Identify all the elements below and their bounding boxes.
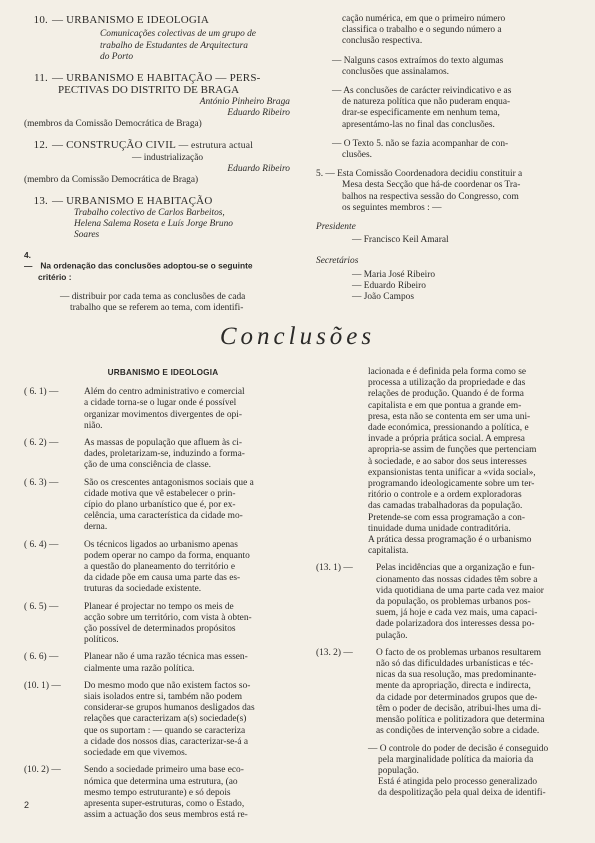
conclusion-item <box>316 648 578 738</box>
text-line: Planear é projectar no tempo os meis de <box>84 601 234 612</box>
secretary-name: — Maria José Ribeiro <box>352 269 436 280</box>
text-line: relações de produção. Quando é de forma <box>368 389 524 400</box>
text-line: ção possível de determinados propósitos <box>84 624 236 635</box>
text-line: dade económica, pressionando a política, e <box>368 423 529 434</box>
conclusion-item <box>24 681 302 759</box>
text-line: pulação. <box>376 630 408 641</box>
author-line: Comunicações colectivas de um grupo de <box>100 29 256 40</box>
text-line: Além do centro administrativo e comercial <box>84 387 245 398</box>
text-line: dade polarizadora dos interesses dessa po- <box>376 619 535 630</box>
conclusion-item <box>24 387 302 432</box>
text-line: da cidade põe em causa uma parte das es- <box>84 573 241 584</box>
text-line: população. <box>378 765 419 776</box>
section-authors <box>24 29 302 63</box>
text-line: — O controle do poder de decisão é conseguido <box>368 743 549 754</box>
text-line: lacionada e é definida pela forma como se <box>368 367 526 377</box>
section-title: — URBANISMO E IDEOLOGIA <box>52 14 210 26</box>
section-number: 13. <box>33 195 48 208</box>
author-line: Soares <box>74 230 100 241</box>
author-line: Trabalho colectivo de Carlos Barbeitos, <box>74 207 225 218</box>
text-line: da despolitização pela qual deixa de identifi- <box>378 788 546 799</box>
criteria-item <box>316 139 578 161</box>
text-line: pela marginalidade política da maioria da <box>378 754 534 765</box>
text-line: que os suportam : — quando se caracteriza <box>84 725 246 736</box>
section-11 <box>24 72 302 130</box>
conclusion-number: (13. 2) — <box>316 647 353 658</box>
conclusion-text <box>84 681 302 759</box>
conclusions-subheading: URBANISMO E IDEOLOGIA <box>107 368 219 377</box>
conclusions-title: Conclusões <box>219 323 376 350</box>
conclusion-number: ( 6. 5) — <box>24 601 59 612</box>
text-line: mensão política e politizadora que determina <box>376 715 545 726</box>
text-line: presa, esta não se contenta em ser uma uni- <box>368 411 531 422</box>
top-left-column <box>24 14 302 323</box>
text-line: As massas de população que afluem às ci- <box>84 438 243 449</box>
text-line: cidade motiva que vê estabelecer o prin- <box>84 488 236 499</box>
text-line: apresenta super-estruturas, como o Estado, <box>84 798 245 809</box>
text-line: siais isolados entre si, também não podem <box>84 692 243 703</box>
conclusion-text <box>376 648 578 738</box>
section-subtitle: — estrutura actual <box>176 140 254 152</box>
text-line: conclusão respectiva. <box>342 36 423 47</box>
text-line: capitalista e em que pontua a grande em- <box>368 400 522 411</box>
text-line: à sociedade, e ao sabor dos seus interesses <box>368 456 527 467</box>
text-line: Mesa desta Secção que há-de coordenar os Tra- <box>342 180 521 191</box>
text-line: Está é atingida pelo processo generalizado <box>378 777 538 788</box>
section-title: — URBANISMO E HABITAÇÃO — PERS- <box>52 72 261 85</box>
conclusion-text <box>376 563 578 641</box>
text-line: programando ideologicamente sobre um ter- <box>368 479 535 490</box>
text-line: — Nalguns casos extraímos do texto algumas <box>332 55 504 66</box>
conclusion-text <box>84 438 302 472</box>
text-line: cação numérica, em que o primeiro número <box>342 14 506 24</box>
conclusion-text <box>84 387 302 432</box>
conclusion-item <box>316 563 578 641</box>
conclusion-item <box>24 765 302 821</box>
text-line: ritório o controle e a ordem exploradoras <box>368 490 522 501</box>
text-line: vida quotidiana de uma parte cada vez maior <box>376 585 544 596</box>
president-name: — Francisco Keil Amaral <box>352 235 449 246</box>
section-number: 10. <box>33 14 48 26</box>
text-line: clusões. <box>342 150 372 161</box>
text-line: as condições de intervenção sobre a cidade. <box>376 726 540 737</box>
secretary-name: — João Campos <box>352 292 414 303</box>
text-line: a questão do planeamento do território e <box>84 562 235 573</box>
author-line: do Porto <box>100 51 134 62</box>
text-line: não só das dificuldades urbanísticas e téc- <box>376 659 534 670</box>
text-line: balhos na respectiva sessão do Congresso, com <box>342 191 519 202</box>
text-line: a cidade dos nossos dias, caracterizar-se-á a <box>84 736 249 747</box>
conclusion-item <box>24 602 302 647</box>
conclusion-subitem <box>316 744 578 800</box>
text-line: relações que caracterizam a(s) sociedade(s) <box>84 714 247 725</box>
section-number: 11. <box>34 72 48 85</box>
section-10 <box>24 14 302 63</box>
secretary-name: — Eduardo Ribeiro <box>352 280 426 291</box>
conclusion-text <box>84 652 302 674</box>
text-line: nicas da sua resolução, mas predominante- <box>376 670 537 681</box>
text-line: podem operar no campo da forma, enquanto <box>84 550 250 561</box>
text-line: Pretende-se com essa programação a con- <box>368 512 525 523</box>
text-line: os seguintes membros : — <box>342 202 442 213</box>
text-line: tinuidade duma unidade contraditória. <box>368 523 511 534</box>
conclusion-item <box>24 540 302 596</box>
text-line: conclusões que assinalamos. <box>342 66 450 77</box>
conclusion-number: (10. 2) — <box>24 765 61 776</box>
conclusion-number: ( 6. 6) — <box>24 652 59 663</box>
text-line: da cidade por determinados grupos que de- <box>376 692 538 703</box>
text-line: drar-se especificamente em nenhum tema, <box>342 108 500 119</box>
conclusion-item <box>24 652 302 674</box>
text-line: nião. <box>84 420 103 431</box>
conclusion-number: ( 6. 1) — <box>24 387 59 398</box>
criteria-item <box>316 86 578 131</box>
section-title: — CONSTRUÇÃO CIVIL <box>52 139 176 152</box>
text-line: Planear não é uma razão técnica mas essen- <box>84 652 248 663</box>
conclusion-number: (13. 1) — <box>316 563 353 574</box>
section-note: (membro da Comissão Democrática de Braga) <box>24 175 199 186</box>
conclusion-text <box>84 478 302 534</box>
bottom-right-column <box>316 367 578 800</box>
text-line: São os crescentes antagonismos sociais que a <box>84 477 254 488</box>
text-line: expansionistas tenta unificar a «vida social», <box>368 467 536 478</box>
text-line: celência, uma característica da cidade mo- <box>84 511 243 522</box>
text-line: Pelas incidências que a organização e fun- <box>376 563 535 574</box>
text-line: cialmente uma razão política. <box>84 663 195 674</box>
conclusion-item <box>24 478 302 534</box>
text-line: mesmo tempo estruturante) e só depois <box>84 787 231 798</box>
text-line: apresentámo-las no final das conclusões. <box>342 119 495 130</box>
criteria-line: — distribuir por cada tema as conclusões de cada <box>60 292 246 303</box>
section-author: António Pinheiro Braga <box>199 96 290 107</box>
text-line: Sendo a sociedade primeiro uma base eco- <box>84 765 244 776</box>
text-line: de natureza política que não puderam enqua- <box>342 97 511 108</box>
section-number: 12. <box>33 139 48 152</box>
text-line: — As conclusões de carácter reivindicativo e as <box>332 86 512 97</box>
conclusion-number: (10. 1) — <box>24 680 61 691</box>
committee-paragraph <box>316 169 578 214</box>
note-number: 4. — <box>24 250 33 272</box>
text-line: ção de uma consciência de classe. <box>84 460 212 471</box>
text-line: apropria-se assim de funções que pertenciam <box>368 445 537 456</box>
conclusion-item <box>24 438 302 472</box>
conclusion-number: ( 6. 4) — <box>24 539 59 550</box>
criteria-line: trabalho que se referem ao tema, com identifi- <box>70 303 244 314</box>
text-line: acção sobre um território, com vista à obten- <box>84 612 252 623</box>
note-text: critério : <box>38 271 72 282</box>
text-line: suem, já hoje e cada vez mais, uma capaci- <box>376 608 538 619</box>
page-number: 2 <box>24 800 30 810</box>
conclusion-number: ( 6. 3) — <box>24 477 59 488</box>
conclusion-list <box>24 387 302 821</box>
conclusion-text <box>84 602 302 647</box>
section-title-line2: PECTIVAS DO DISTRITO DE BRAGA <box>58 84 240 97</box>
text-line: dades, proletarizam-se, induzindo a forma- <box>84 449 245 460</box>
criteria-continuation <box>316 14 578 48</box>
author-line: trabalho de Estudantes de Arquitectura <box>100 40 248 51</box>
text-line: truturas da sociedade existente. <box>84 584 202 595</box>
text-line: cionamento das nossas cidades têm sobre a <box>376 574 538 585</box>
section-author: Eduardo Ribeiro <box>227 164 290 175</box>
conclusion-text <box>84 765 302 821</box>
text-line: derna. <box>84 522 108 533</box>
criteria-item <box>24 292 302 314</box>
text-line: 5. — Esta Comissão Coordenadora decidiu constituir a <box>316 169 523 180</box>
text-line: da população, os problemas urbanos pos- <box>376 597 531 608</box>
section-title: — URBANISMO E HABITAÇÃO <box>52 195 213 208</box>
text-line: mente da apropriação, directa e indirecta, <box>376 681 531 692</box>
text-line: O facto de os problemas urbanos resultarem <box>376 647 542 658</box>
section-note: (membros da Comissão Democrática de Braga) <box>24 119 202 130</box>
text-line: nómica que determina uma estrutura, (ao <box>84 776 238 787</box>
text-line: Do mesmo modo que não existem factos so- <box>84 680 251 691</box>
conclusion-list <box>316 563 578 737</box>
top-right-column <box>316 14 578 303</box>
text-line: capitalista. <box>368 546 409 557</box>
text-line: processa a utilização da propriedade e das <box>368 378 526 389</box>
text-line: considerar-se grupos humanos desligados das <box>84 703 255 714</box>
text-line: assim a actuação dos seus membros está re- <box>84 810 248 821</box>
text-line: têm o poder de decisão, atribui-lhes uma di- <box>376 703 542 714</box>
criteria-note <box>24 250 302 282</box>
section-authors <box>24 208 302 242</box>
text-line: sociedade em que vivemos. <box>84 748 188 759</box>
author-line: Helena Salema Roseta e Luís Jorge Bruno <box>74 219 233 230</box>
bottom-left-column <box>24 367 302 827</box>
text-line: organizar movimentos divergentes de opi- <box>84 409 242 420</box>
president-label: Presidente <box>316 222 356 233</box>
text-line: Os técnicos ligados ao urbanismo apenas <box>84 539 238 550</box>
text-line: — O Texto 5. não se fazia acompanhar de con- <box>332 138 509 149</box>
text-line: A prática dessa programação é o urbanismo <box>368 535 532 546</box>
secretaries-label: Secretários <box>316 256 359 267</box>
text-line: classifica o trabalho e o segundo número a <box>342 25 502 36</box>
text-line: a cidade torna-se o lugar onde é possível <box>84 398 237 409</box>
text-line: das camadas trabalhadoras da população. <box>368 501 523 512</box>
note-text: Na ordenação das conclusões adoptou-se o seguinte <box>40 261 253 272</box>
conclusion-text <box>84 540 302 596</box>
conclusion-continuation <box>316 367 578 557</box>
section-13 <box>24 195 302 241</box>
criteria-item <box>316 56 578 78</box>
text-line: cípio do plano urbanístico que é, por ex- <box>84 500 236 511</box>
conclusion-number: ( 6. 2) — <box>24 438 59 449</box>
text-line: invade a própria prática social. A empresa <box>368 434 525 445</box>
section-12 <box>24 139 302 186</box>
text-line: políticos. <box>84 635 119 646</box>
section-subtitle-line2: — industrialização <box>132 152 204 163</box>
section-author: Eduardo Ribeiro <box>227 108 290 119</box>
